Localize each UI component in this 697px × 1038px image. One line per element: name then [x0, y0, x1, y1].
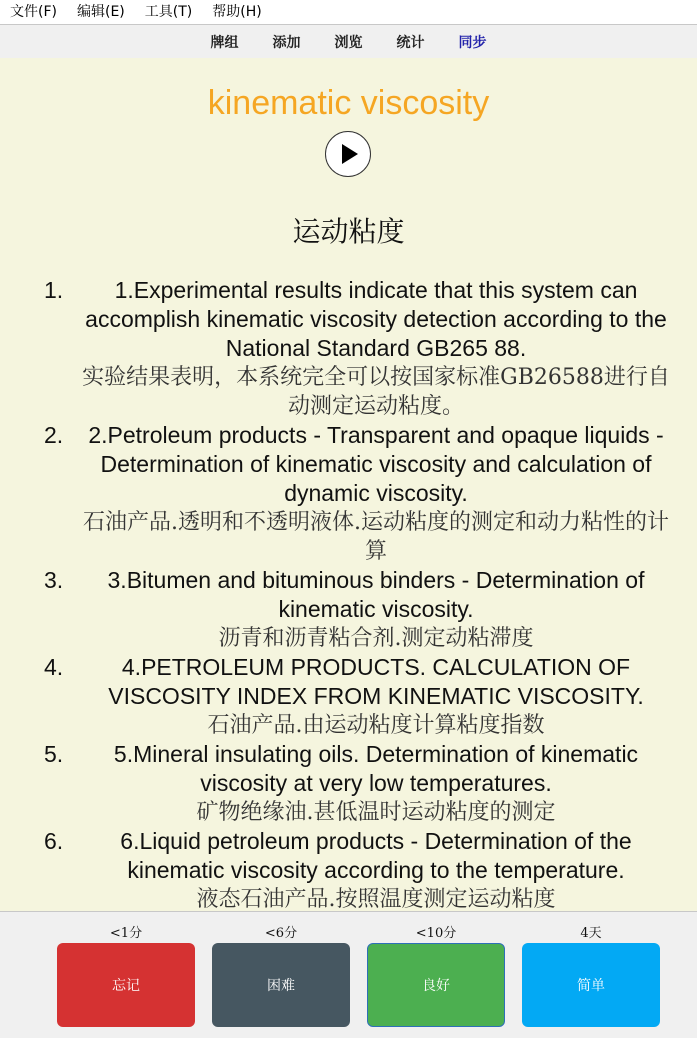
list-item-number: 1.	[44, 277, 64, 303]
top-toolbar	[0, 24, 697, 58]
interval-label: <10分	[415, 926, 457, 941]
example-english: 5.Mineral insulating oils. Determination of kinematic viscosity at very low temperatures.	[113, 741, 639, 796]
list-item	[44, 740, 674, 827]
example-chinese: 液态石油产品.按照温度测定运动粘度	[196, 887, 556, 911]
easy-button[interactable]: 简单	[522, 943, 660, 1027]
list-item	[44, 827, 674, 911]
example-english: 2.Petroleum products - Transparent and opaque liquids - Determination of kinematic viscosity and calculation of dynamic viscosity.	[88, 422, 664, 506]
example-english: 4.PETROLEUM PRODUCTS. CALCULATION OF VISCOSITY INDEX FROM KINEMATIC VISCOSITY.	[108, 654, 644, 709]
toolbar-decks[interactable]: 牌组	[210, 34, 239, 51]
interval-label: <1分	[109, 926, 143, 941]
answer-bar	[0, 911, 697, 1038]
interval-label: <6分	[264, 926, 298, 941]
card-meaning: 运动粘度	[292, 215, 405, 248]
toolbar-sync[interactable]: 同步	[458, 34, 487, 51]
forget-button[interactable]: 忘记	[57, 943, 195, 1027]
list-item-number: 4.	[44, 654, 64, 680]
hard-button[interactable]: 困难	[212, 943, 350, 1027]
menu-help[interactable]: 帮助(H)	[212, 4, 262, 20]
list-item	[44, 653, 674, 740]
list-item	[44, 276, 674, 421]
play-icon	[333, 139, 363, 169]
menu-bar	[0, 0, 697, 24]
list-item	[44, 566, 674, 653]
list-item-number: 2.	[44, 422, 64, 448]
list-item	[44, 421, 674, 566]
menu-edit[interactable]: 编辑(E)	[76, 4, 125, 20]
example-chinese: 矿物绝缘油.甚低温时运动粘度的测定	[196, 800, 556, 825]
list-item-number: 3.	[44, 567, 64, 593]
example-list	[44, 276, 674, 911]
interval-label: 4天	[580, 926, 602, 941]
example-english: 1.Experimental results indicate that this system can accomplish kinematic viscosity detection according to the National Standard GB265 88.	[85, 277, 667, 361]
example-english: 3.Bitumen and bituminous binders - Determination of kinematic viscosity.	[107, 567, 645, 622]
toolbar-add[interactable]: 添加	[272, 34, 301, 51]
menu-file[interactable]: 文件(F)	[10, 4, 57, 20]
play-audio-button[interactable]	[325, 131, 371, 177]
good-button[interactable]: 良好	[367, 943, 505, 1027]
example-chinese: 石油产品.由运动粘度计算粘度指数	[207, 713, 545, 738]
example-chinese: 沥青和沥青粘合剂.测定动粘滞度	[218, 626, 534, 651]
menu-tools[interactable]: 工具(T)	[144, 4, 193, 20]
list-item-number: 5.	[44, 741, 64, 767]
example-chinese: 石油产品.透明和不透明液体.运动粘度的测定和动力粘性的计算	[83, 510, 669, 564]
toolbar-stats[interactable]: 统计	[396, 34, 425, 51]
card-word: kinematic viscosity	[207, 84, 490, 122]
toolbar-browse[interactable]: 浏览	[334, 34, 363, 51]
card-view	[0, 58, 697, 911]
example-english: 6.Liquid petroleum products - Determination of the kinematic viscosity according to the temperature.	[120, 828, 632, 883]
list-item-number: 6.	[44, 828, 64, 854]
example-chinese: 实验结果表明，本系统完全可以按国家标准GB26588进行自动测定运动粘度。	[82, 365, 670, 419]
